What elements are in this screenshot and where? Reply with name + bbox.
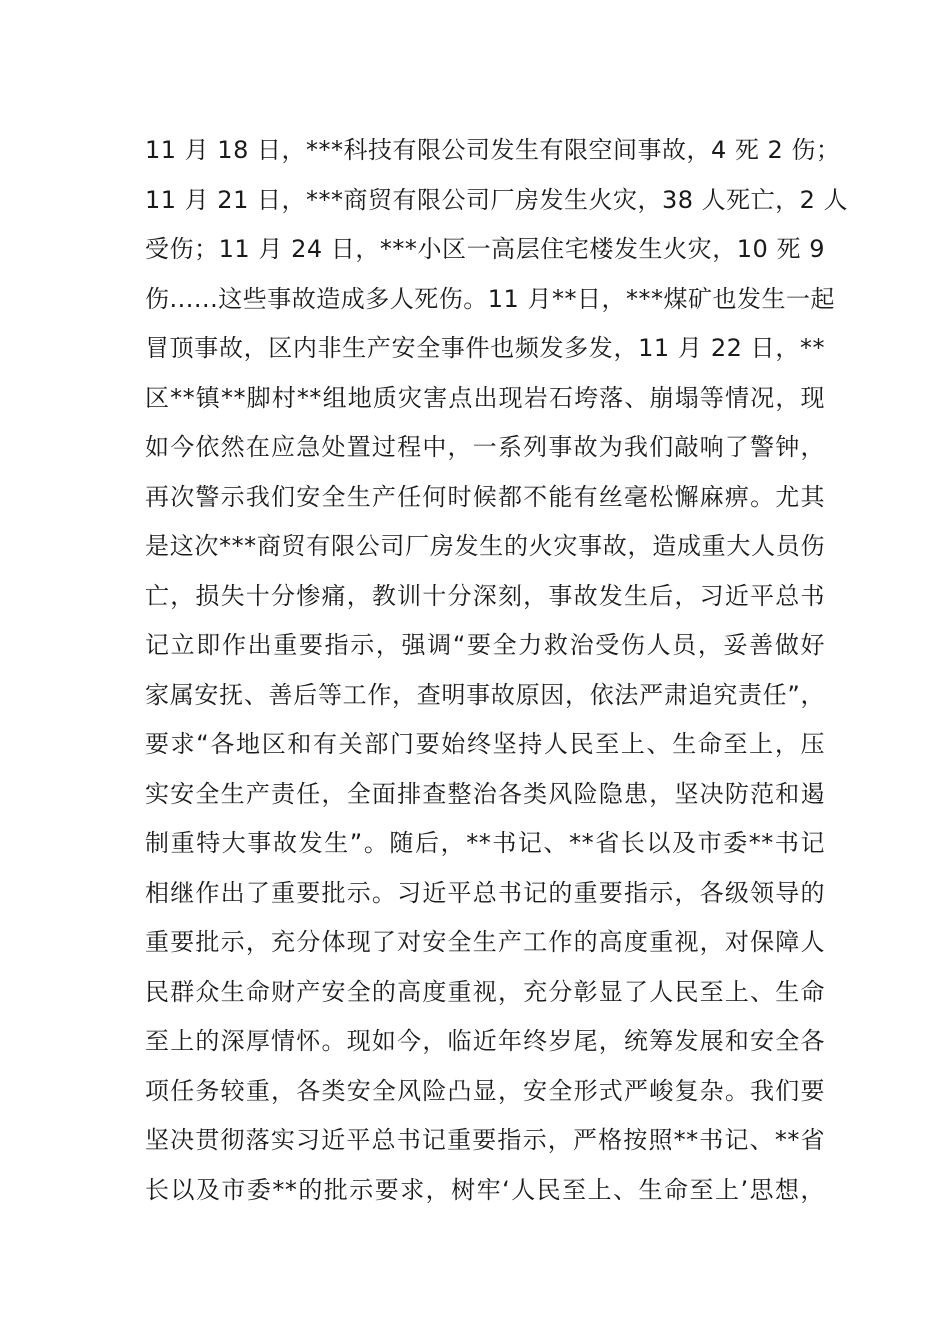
text-line: 区**镇**脚村**组地质灾害点出现岩石垮落、崩塌等情况，现 — [145, 383, 825, 412]
body-paragraph — [145, 126, 849, 1215]
text-line: 制重特大事故发生”。随后，**书记、**省长以及市委**书记 — [145, 829, 825, 857]
text-line: 家属安抚、善后等工作，查明事故原因，依法严肃追究责任”， — [145, 680, 825, 709]
text-line: 11 月 18 日，***科技有限公司发生有限空间事故，4 死 2 伤； — [145, 136, 841, 164]
text-line: 是这次***商贸有限公司厂房发生的火灾事故，造成重大人员伤 — [145, 532, 825, 560]
text-line: 重要批示，充分体现了对安全生产工作的高度重视，对保障人 — [145, 928, 825, 956]
text-line: 相继作出了重要批示。习近平总书记的重要指示，各级领导的 — [145, 878, 825, 907]
text-line: 长以及市委**的批示要求，树牢‘人民至上、生命至上’思想， — [145, 1175, 825, 1204]
text-line: 11 月 21 日，***商贸有限公司厂房发生火灾，38 人死亡，2 人 — [145, 185, 849, 214]
text-line: 伤......这些事故造成多人死伤。11 月**日，***煤矿也发生一起 — [145, 284, 835, 313]
text-line: 冒顶事故，区内非生产安全事件也频发多发，11 月 22 日，** — [145, 334, 825, 362]
text-line: 实安全生产责任，全面排查整治各类风险隐患，坚决防范和遏 — [145, 779, 825, 808]
text-line: 再次警示我们安全生产任何时候都不能有丝毫松懈麻痹。尤其 — [145, 482, 825, 511]
text-line: 至上的深厚情怀。现如今，临近年终岁尾，统筹发展和安全各 — [145, 1027, 825, 1055]
text-line: 项任务较重，各类安全风险凸显，安全形式严峻复杂。我们要 — [145, 1076, 825, 1105]
text-line: 坚决贯彻落实习近平总书记重要指示，严格按照**书记、**省 — [145, 1126, 825, 1154]
text-line: 记立即作出重要指示，强调“要全力救治受伤人员，妥善做好 — [145, 631, 825, 659]
text-line: 民群众生命财产安全的高度重视，充分彰显了人民至上、生命 — [145, 977, 825, 1006]
text-line: 如今依然在应急处置过程中，一系列事故为我们敲响了警钟， — [145, 433, 825, 461]
text-line: 亡，损失十分惨痛，教训十分深刻，事故发生后，习近平总书 — [145, 581, 825, 610]
text-line: 受伤；11 月 24 日，***小区一高层住宅楼发生火灾，10 死 9 — [145, 235, 825, 263]
text-line: 要求“各地区和有关部门要始终坚持人民至上、生命至上，压 — [145, 730, 825, 758]
